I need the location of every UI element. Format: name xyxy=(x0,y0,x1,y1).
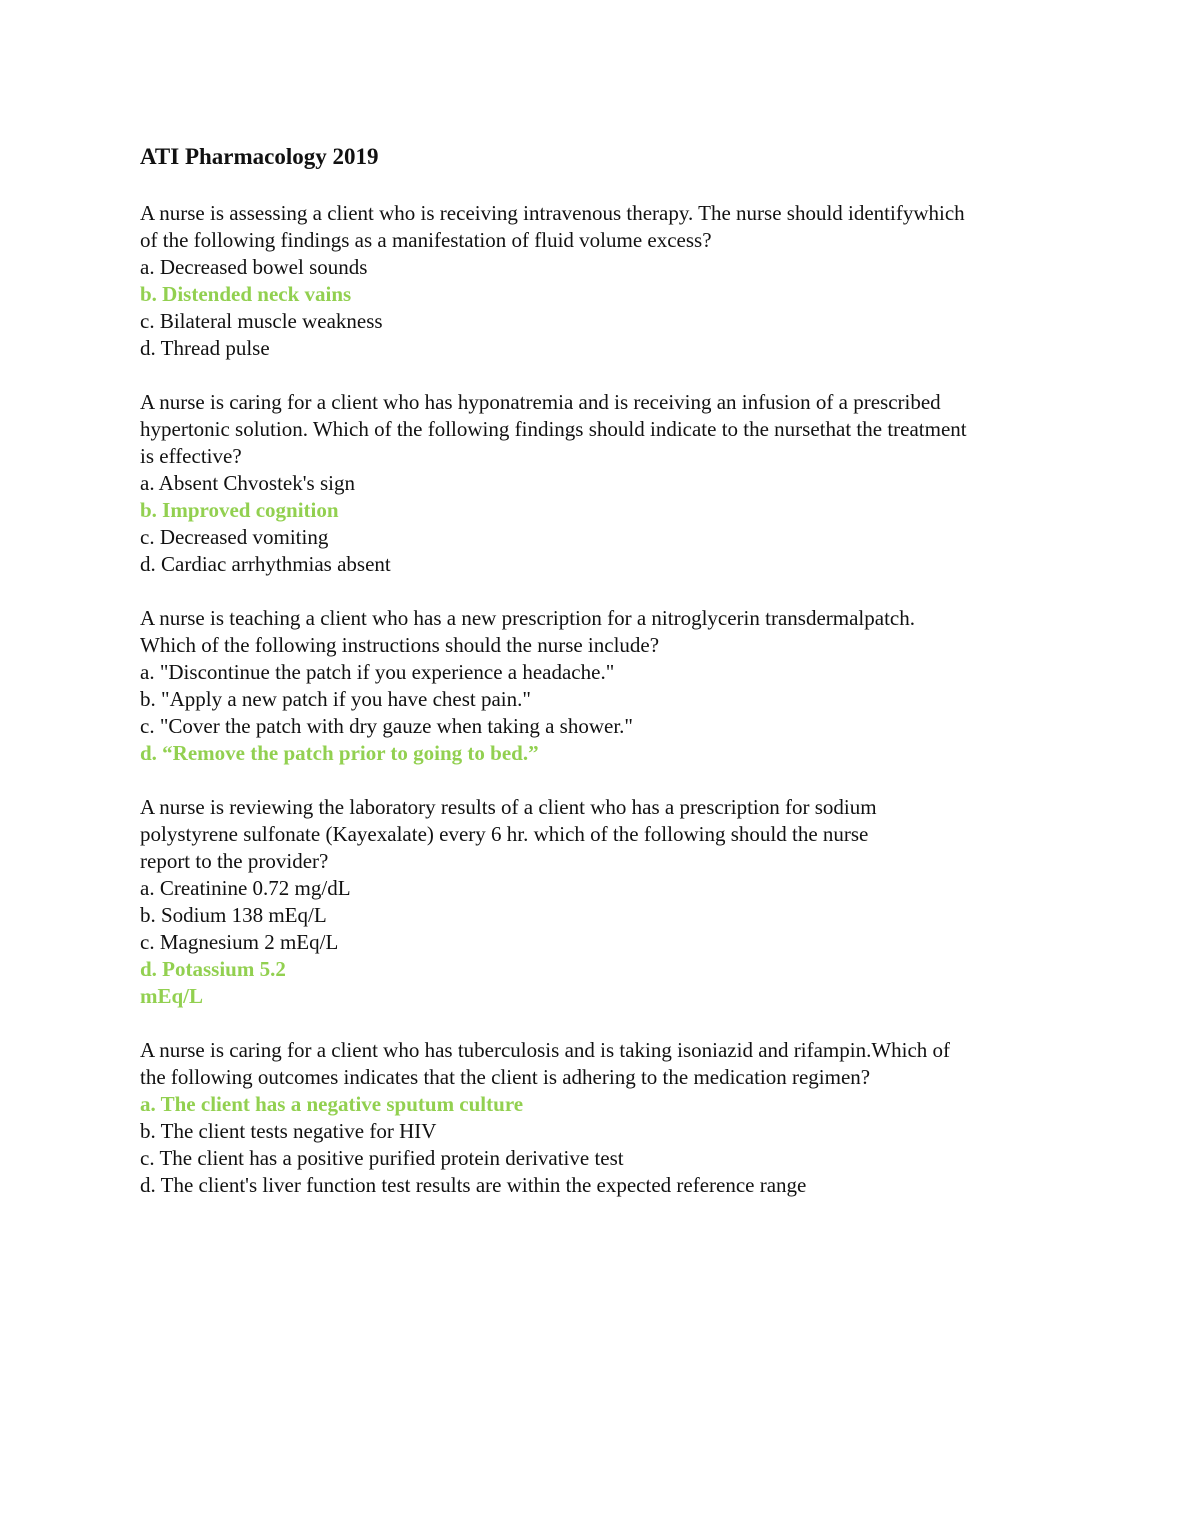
question-stem-line: A nurse is caring for a client who has hyponatremia and is receiving an infusion of a prescribed xyxy=(140,390,941,414)
answer-option: b. The client tests negative for HIV xyxy=(140,1119,437,1143)
answer-option: c. Bilateral muscle weakness xyxy=(140,309,383,333)
question-stem-line: hypertonic solution. Which of the following findings should indicate to the nursethat the treatment xyxy=(140,417,967,441)
answer-option: a. Creatinine 0.72 mg/dL xyxy=(140,876,351,900)
question-stem-line: polystyrene sulfonate (Kayexalate) every 6 hr. which of the following should the nurse xyxy=(140,822,869,846)
question-stem-line: A nurse is assessing a client who is receiving intravenous therapy. The nurse should identifywhich xyxy=(140,201,965,225)
answer-option: b. Sodium 138 mEq/L xyxy=(140,903,327,927)
answer-option: d. Cardiac arrhythmias absent xyxy=(140,552,391,576)
answer-option: b. "Apply a new patch if you have chest pain." xyxy=(140,687,531,711)
answer-option: d. Thread pulse xyxy=(140,336,270,360)
correct-answer-option: a. The client has a negative sputum culture xyxy=(140,1092,524,1116)
question-block xyxy=(140,200,1070,362)
question-block xyxy=(140,1037,1070,1199)
answer-option: c. The client has a positive purified protein derivative test xyxy=(140,1146,624,1170)
answer-option: a. Decreased bowel sounds xyxy=(140,255,368,279)
question-stem-line: A nurse is teaching a client who has a new prescription for a nitroglycerin transdermalpatch. xyxy=(140,606,915,630)
answer-option: a. "Discontinue the patch if you experience a headache." xyxy=(140,660,615,684)
question-stem-line: A nurse is reviewing the laboratory results of a client who has a prescription for sodium xyxy=(140,795,877,819)
correct-answer-option: d. “Remove the patch prior to going to bed.” xyxy=(140,741,539,765)
correct-answer-option: b. Improved cognition xyxy=(140,498,339,522)
question-block xyxy=(140,389,1070,578)
question-stem-line: the following outcomes indicates that the client is adhering to the medication regimen? xyxy=(140,1065,871,1089)
question-stem-line: Which of the following instructions should the nurse include? xyxy=(140,633,660,657)
answer-option: c. Magnesium 2 mEq/L xyxy=(140,930,339,954)
correct-answer-option: b. Distended neck vains xyxy=(140,282,352,306)
answer-option: d. The client's liver function test results are within the expected reference range xyxy=(140,1173,807,1197)
answer-option: a. Absent Chvostek's sign xyxy=(140,471,355,495)
question-stem-line: of the following findings as a manifestation of fluid volume excess? xyxy=(140,228,712,252)
question-block xyxy=(140,794,1070,1010)
question-stem-line: is effective? xyxy=(140,444,242,468)
answer-option: c. "Cover the patch with dry gauze when taking a shower." xyxy=(140,714,633,738)
question-stem-line: A nurse is caring for a client who has tuberculosis and is taking isoniazid and rifampin.Which of xyxy=(140,1038,951,1062)
question-stem-line: report to the provider? xyxy=(140,849,329,873)
question-block xyxy=(140,605,1070,767)
document-page xyxy=(140,141,1070,1226)
question-list xyxy=(140,200,1070,1199)
answer-option: c. Decreased vomiting xyxy=(140,525,329,549)
correct-answer-option: mEq/L xyxy=(140,984,204,1008)
correct-answer-option: d. Potassium 5.2 xyxy=(140,957,286,981)
page-title: ATI Pharmacology 2019 xyxy=(140,144,379,169)
